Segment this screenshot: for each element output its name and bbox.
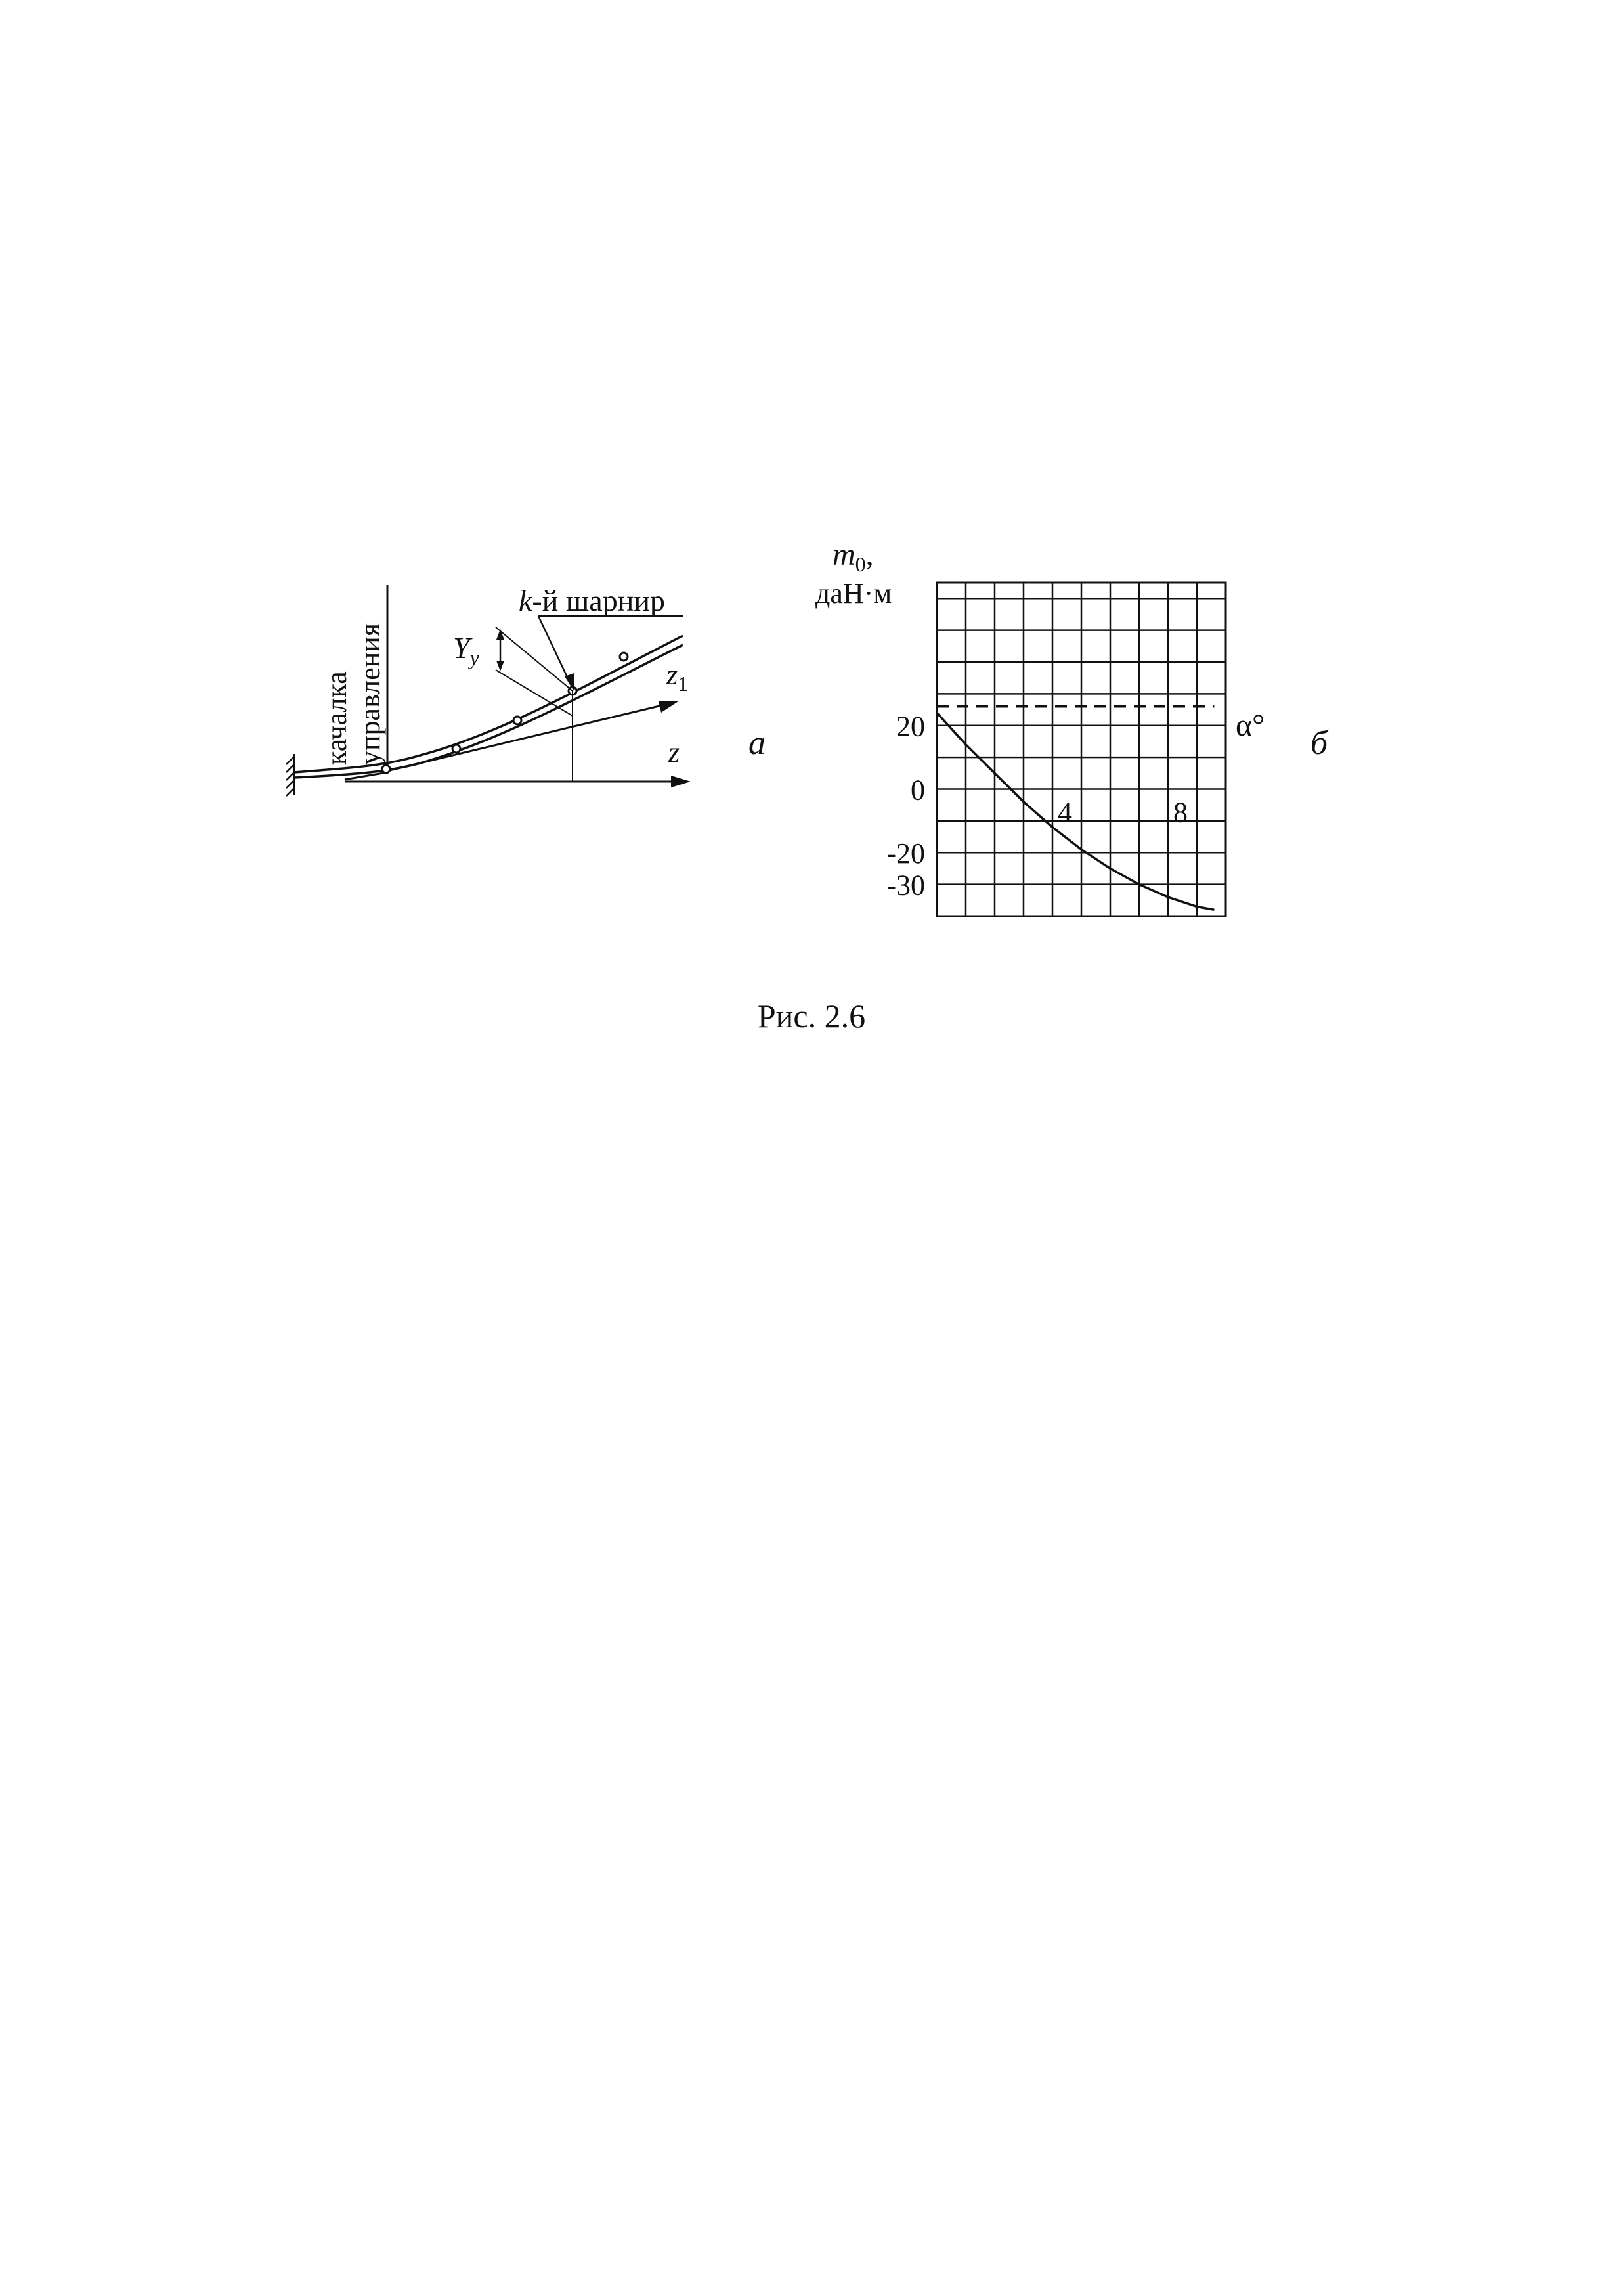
figure-a-label: а: [748, 724, 766, 762]
deflection-leader-top: [496, 627, 573, 691]
x-tick-label: 8: [1173, 796, 1188, 829]
hinge-1: [382, 765, 390, 773]
figure-a-diagram: [286, 584, 766, 796]
y-axis-symbol: m: [833, 537, 855, 572]
z-axis-arrowhead: [671, 776, 691, 787]
z1-axis-arrowhead: [659, 701, 678, 713]
x-axis-label: α°: [1236, 708, 1265, 743]
y-tick-label: 20: [896, 710, 925, 743]
figure-b-chart: [815, 537, 1329, 916]
deflection-label-main: Y: [453, 631, 470, 665]
hinge-2: [452, 745, 460, 753]
deflection-label-sub: y: [469, 646, 479, 669]
deflection-leader-bottom: [496, 670, 573, 716]
chart-grid: [937, 583, 1226, 916]
y-tick-label: -30: [886, 869, 925, 902]
deflection-label: [453, 631, 480, 669]
y-tick-label: -20: [886, 837, 925, 870]
rocker-label-line1: качалка: [320, 671, 353, 765]
z1-axis-label: [666, 659, 688, 695]
y-axis-symbol-sub: 0: [855, 552, 866, 576]
hinge-label: [519, 584, 665, 617]
rocker-label-line2: управления: [354, 623, 386, 765]
y-axis-label-symbol: [833, 537, 874, 576]
hinge-label-k: k: [519, 584, 532, 617]
hinge-3: [513, 717, 521, 724]
hinge-label-rest: -й шарнир: [532, 584, 665, 617]
z-axis-label: z: [668, 736, 680, 768]
hinge-5: [620, 653, 628, 661]
chart-tick-labels: [886, 711, 1188, 902]
deflection-arrow-down: [496, 661, 504, 671]
deflection-arrow-up: [496, 629, 504, 640]
y-axis-comma: ,: [865, 537, 874, 572]
z1-axis-label-main: z: [666, 659, 678, 691]
x-tick-label: 4: [1058, 796, 1072, 829]
figure-caption: Рис. 2.6: [757, 998, 866, 1034]
y-axis-units: даН·м: [815, 577, 892, 609]
y-tick-label: 0: [911, 774, 925, 806]
z1-axis-label-sub: 1: [678, 672, 689, 695]
figure-b-label: б: [1310, 724, 1328, 762]
